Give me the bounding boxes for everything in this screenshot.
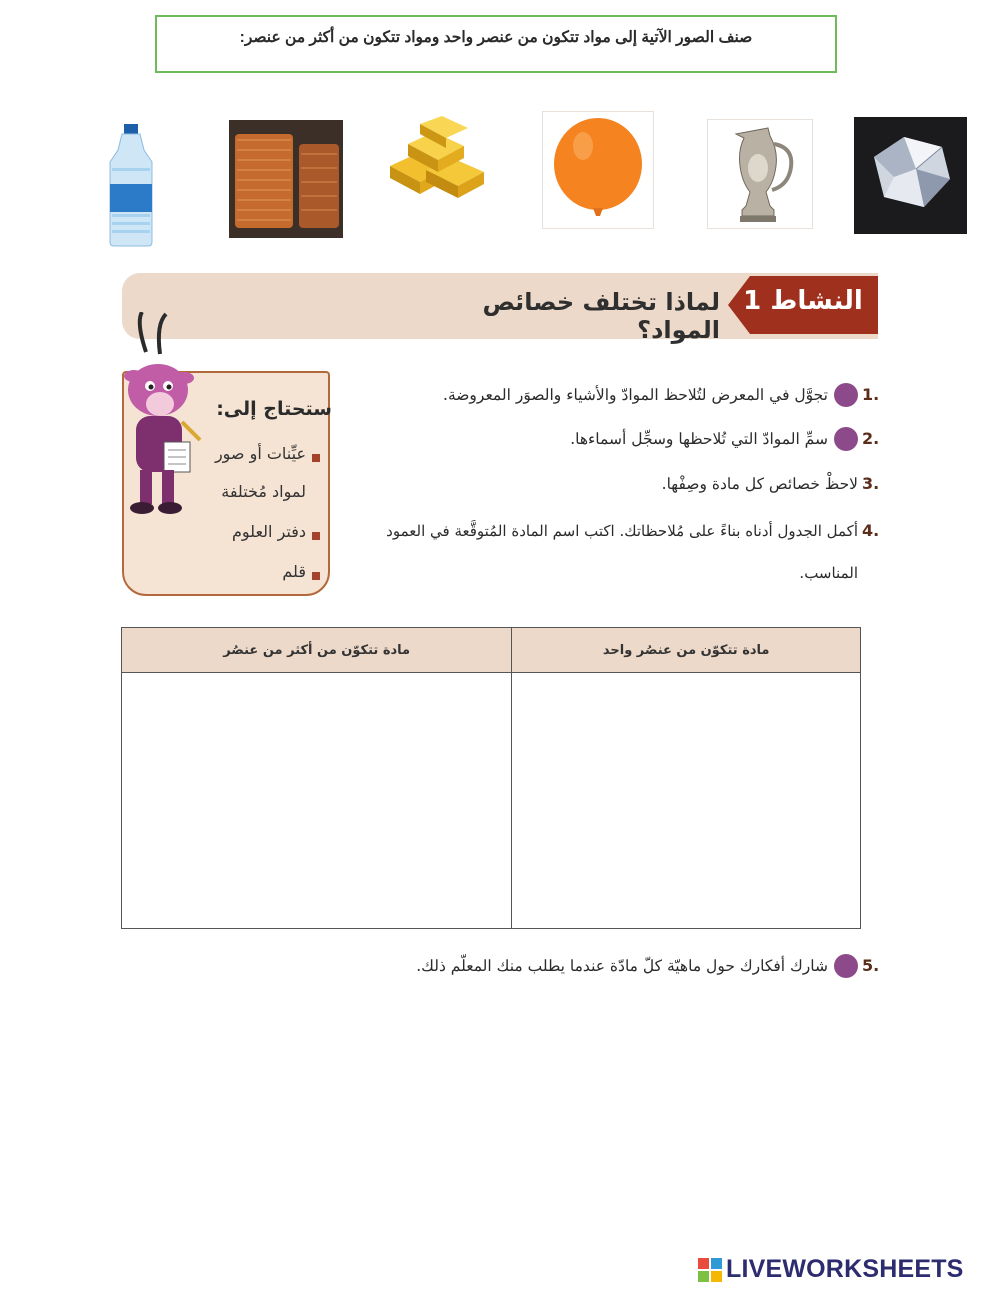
materials-title: ستحتاج إلى: [216, 398, 332, 420]
step-text: أكمل الجدول أدناه بناءً على مُلاحظاتك. اكتب اسم المادة المُتوقَّعة في العمود [386, 522, 858, 540]
drop-zone-multiple-elements[interactable] [122, 673, 512, 929]
bullet-icon [312, 572, 320, 580]
activity-title: لماذا تختلف خصائص المواد؟ [482, 288, 720, 344]
diamond-image[interactable] [854, 117, 967, 234]
step-number: 1. [862, 385, 880, 404]
materials-item: عيِّنات أو صور [214, 444, 306, 463]
step-text: لاحظْ خصائص كل مادة وصِفْها. [661, 475, 858, 493]
step-1 [350, 377, 880, 413]
step-3 [350, 466, 880, 502]
liveworksheets-logo-icon [698, 1258, 722, 1282]
share-icon [834, 954, 858, 978]
bullet-icon [312, 532, 320, 540]
step-number: 2. [862, 429, 880, 448]
step-text: شارك أفكارك حول ماهيّة كلّ مادّة عندما يطلب منك المعلّم ذلك. [416, 957, 828, 975]
materials-item: لمواد مُختلفة [221, 482, 306, 501]
step-number: 5. [862, 956, 880, 975]
hand-icon [834, 427, 858, 451]
orange-balloon-image[interactable] [542, 111, 654, 229]
silver-jug-image[interactable] [707, 119, 813, 229]
bullet-icon [312, 454, 320, 462]
activity-number: النشاط 1 [743, 286, 863, 316]
liveworksheets-brand: LIVEWORKSHEETS [726, 1255, 964, 1283]
step-2 [350, 421, 880, 457]
instruction-text: صنف الصور الآتية إلى مواد تتكون من عنصر واحد ومواد تتكون من أكثر من عنصر: [239, 29, 753, 46]
copper-wire-image[interactable] [229, 120, 343, 238]
water-bottle-image[interactable] [100, 122, 162, 248]
eye-icon [834, 383, 858, 407]
instruction-box [155, 15, 837, 73]
gold-bars-image[interactable] [386, 114, 498, 200]
column-header-multiple-elements: مادة تتكوّن من أكثر من عنصُر [122, 628, 512, 673]
classification-table [121, 627, 861, 929]
step-text-continued: المناسب. [799, 564, 858, 582]
drop-zone-single-element[interactable] [512, 673, 861, 929]
step-text: تجوَّل في المعرض لتُلاحظ الموادّ والأشياء والصوَر المعروضة. [443, 386, 828, 404]
step-4 [350, 513, 880, 589]
materials-item: قلم [282, 562, 306, 581]
step-text: سمِّ الموادّ التي تُلاحظها وسجِّل أسماءها. [570, 430, 828, 448]
materials-item: دفتر العلوم [231, 522, 306, 541]
step-5 [350, 948, 880, 984]
step-number: 4. [862, 521, 880, 540]
column-header-single-element: مادة تتكوّن من عنصُر واحد [512, 628, 861, 673]
step-number: 3. [862, 474, 880, 493]
